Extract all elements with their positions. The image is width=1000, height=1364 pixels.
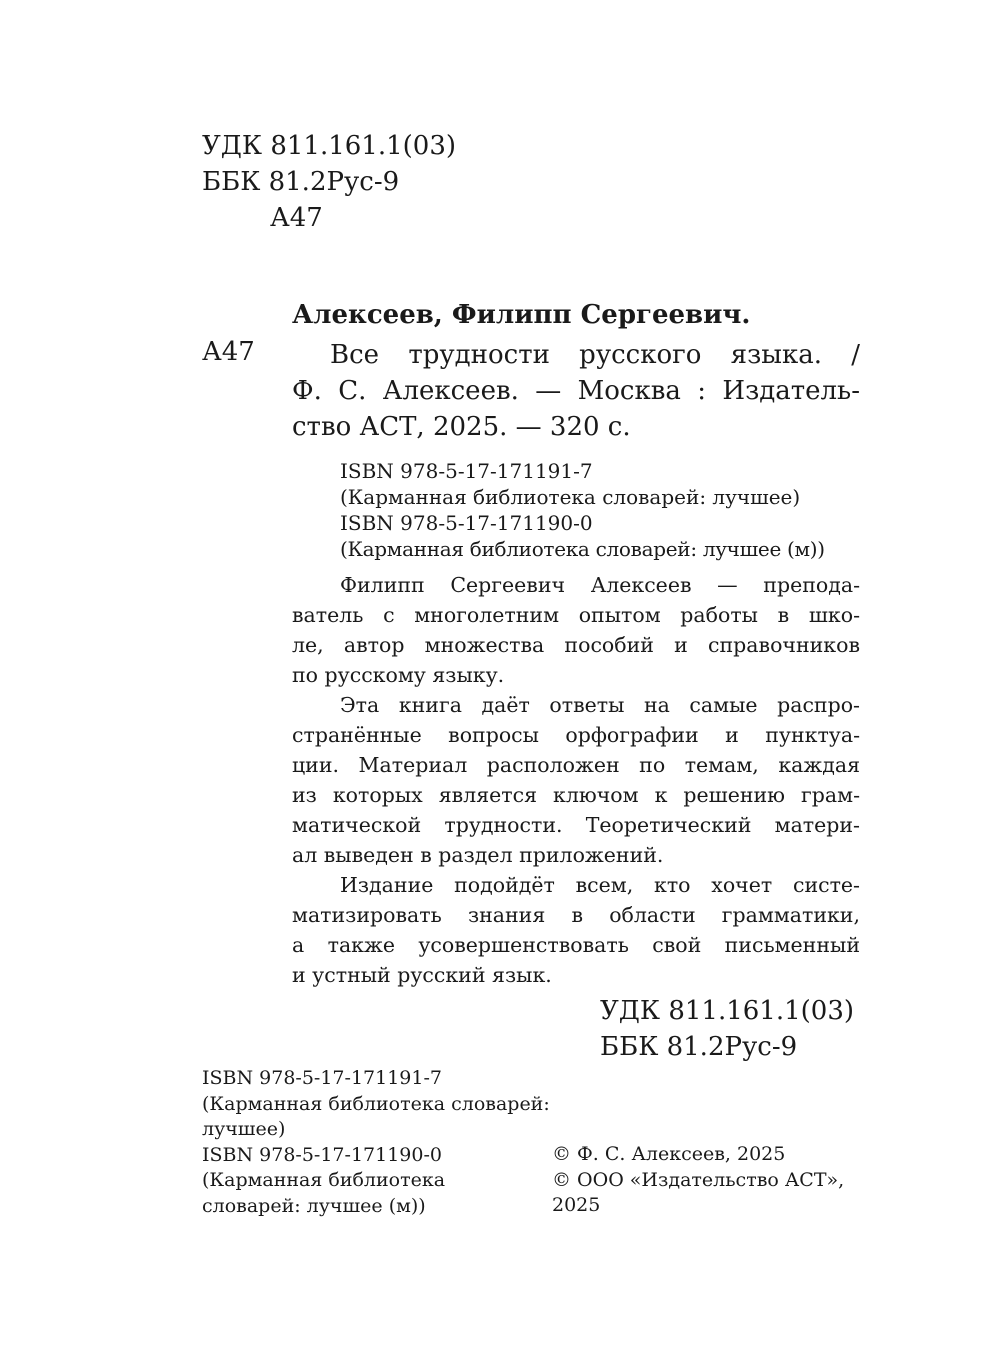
annotation-line: ватель с многолетним опытом работы в шко- — [292, 603, 860, 627]
annotation-line: из которых является ключом к решению грам- — [292, 783, 860, 807]
bbk-code: ББК 81.2Рус-9 — [202, 167, 400, 197]
annotation-line: и устный русский язык. — [292, 963, 552, 987]
isbn-line: ISBN 978-5-17-171190-0 — [202, 1143, 442, 1166]
series-line: (Карманная библиотека словарей: лучшее) — [340, 485, 801, 509]
annotation-line: по русскому языку. — [292, 663, 505, 687]
header-classification — [202, 128, 456, 236]
annotation-paragraph — [292, 570, 860, 690]
annotation-paragraph — [292, 870, 860, 990]
title-line: ство АСТ, 2025. — 320 с. — [292, 412, 631, 442]
annotation-line: Эта книга даёт ответы на самые распро- — [340, 693, 860, 717]
footer-classification — [600, 993, 854, 1065]
annotation-line: матической трудности. Теоретический матери- — [292, 813, 860, 837]
annotation-line: странённые вопросы орфографии и пунктуа- — [292, 723, 860, 747]
isbn-line: ISBN 978-5-17-171191-7 — [202, 1067, 442, 1089]
annotation-line: Филипп Сергеевич Алексеев — препода- — [340, 573, 860, 597]
series-line: лучшее) — [202, 1118, 286, 1140]
annotation-line: матизировать знания в области грамматики, — [292, 903, 860, 927]
isbn-line: ISBN 978-5-17-171190-0 — [340, 511, 593, 535]
annotation-line: ции. Материал расположен по темам, каждая — [292, 753, 860, 777]
footer-isbn-block — [202, 1066, 550, 1219]
author-mark: А47 — [270, 203, 323, 233]
author-heading: Алексеев, Филипп Сергеевич. — [292, 300, 751, 330]
annotation-line: Издание подойдёт всем, кто хочет систе- — [340, 873, 860, 897]
series-line: (Карманная библиотека — [202, 1169, 446, 1191]
annotation-line: а также усовершенствовать свой письменный — [292, 933, 860, 957]
isbn-line: ISBN 978-5-17-171191-7 — [340, 459, 593, 483]
title-line: Ф. С. Алексеев. — Москва : Издатель- — [292, 376, 860, 406]
annotation — [292, 570, 860, 990]
copyright-block — [552, 1142, 844, 1219]
title-line: Все трудности русского языка. / — [330, 340, 860, 370]
isbn-block — [340, 458, 825, 562]
copyright-line: 2025 — [552, 1194, 601, 1216]
copyright-line: © Ф. С. Алексеев, 2025 — [552, 1143, 786, 1165]
bbk-code: ББК 81.2Рус-9 — [600, 1032, 798, 1062]
copyright-line: © ООО «Издательство АСТ», — [552, 1168, 845, 1191]
annotation-paragraph — [292, 690, 860, 870]
series-line: (Карманная библиотека словарей: — [202, 1092, 550, 1115]
annotation-line: ле, автор множества пособий и справочников — [292, 633, 860, 657]
series-line: (Карманная библиотека словарей: лучшее (м)) — [340, 537, 825, 561]
series-line: словарей: лучшее (м)) — [202, 1194, 426, 1217]
side-author-mark: А47 — [202, 337, 255, 367]
annotation-line: ал выведен в раздел приложений. — [292, 843, 664, 867]
udk-code: УДК 811.161.1(03) — [202, 131, 457, 161]
udk-code: УДК 811.161.1(03) — [600, 996, 855, 1026]
bibliographic-description — [292, 337, 860, 445]
